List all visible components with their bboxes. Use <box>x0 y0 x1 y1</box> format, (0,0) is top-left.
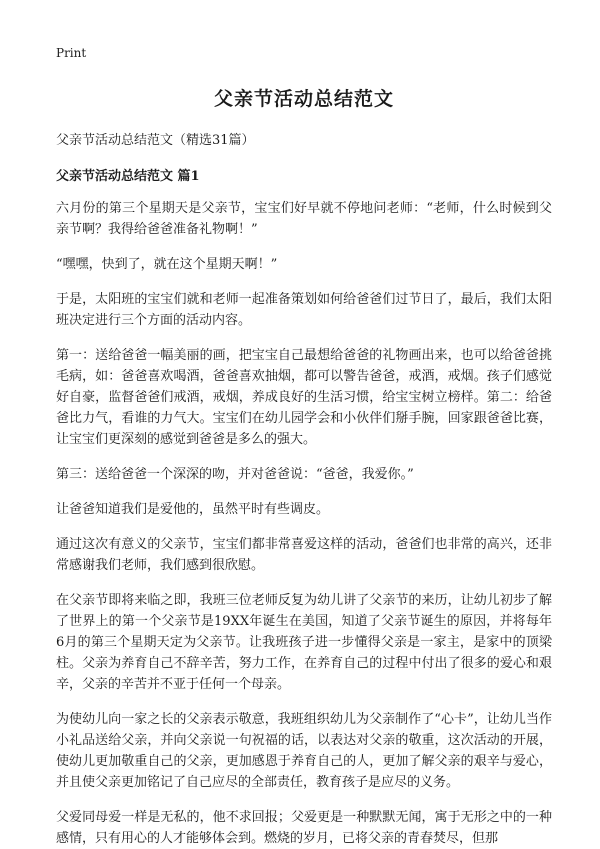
paragraph: “嘿嘿，快到了，就在这个星期天啊！” <box>56 257 278 272</box>
section-heading: 父亲节活动总结范文 篇1 <box>56 169 200 184</box>
paragraph: 在父亲节即将来临之即，我班三位老师反复为幼儿讲了父亲节的来历，让幼儿初步了解了世界上的第一个父亲节是19XX年诞生在美国，知道了父亲节诞生的原因，并将每年6月的第三个星期天定为父亲节。让我班孩子进一步懂得父亲是一家主，是家中的顶梁柱。父亲为养育自己不辞辛苦，努力工作，在养育自己的过程中付出了很多的爱心和艰辛，父亲的辛苦并不亚于任何一个母亲。 <box>56 593 552 692</box>
paragraph: 父爱同母爱一样是无私的，他不求回报；父爱更是一种默默无闻，寓于无形之中的一种感情，只有用心的人才能够体会到。燃烧的岁月，已将父亲的青春焚尽，但那 <box>56 810 552 846</box>
paragraph: 为使幼儿向一家之长的父亲表示敬意，我班组织幼儿为父亲制作了“心卡”，让幼儿当作小礼品送给父亲，并向父亲说一句祝福的话，以表达对父亲的敬重，这次活动的开展，使幼儿更加敬重自己的父亲，更加感恩于养育自己的人，更加了解父亲的艰辛与爱心，并且使父亲更加铭记了自己应尽的全部责任，教育孩子是应尽的义务。 <box>56 712 552 790</box>
paragraph: 让爸爸知道我们是爱他的，虽然平时有些调皮。 <box>56 502 330 517</box>
paragraph: 于是，太阳班的宝宝们就和老师一起准备策划如何给爸爸们过节日了，最后，我们太阳班决定进行三个方面的活动内容。 <box>56 292 552 328</box>
paragraph: 通过这次有意义的父亲节，宝宝们都非常喜爱这样的活动，爸爸们也非常的高兴，还非常感谢我们老师，我们感到很欣慰。 <box>56 537 552 573</box>
paragraph: 第三：送给爸爸一个深深的吻，并对爸爸说：“爸爸，我爱你。” <box>56 467 414 482</box>
print-label[interactable]: Print <box>56 46 87 60</box>
page-title: 父亲节活动总结范文 <box>213 88 394 110</box>
page-subtitle: 父亲节活动总结范文（精选31篇） <box>56 133 255 148</box>
paragraph: 六月份的第三个星期天是父亲节，宝宝们好早就不停地问老师：“老师，什么时候到父亲节啊？我得给爸爸准备礼物啊！” <box>56 201 552 237</box>
paragraph: 第一：送给爸爸一幅美丽的画，把宝宝自己最想给爸爸的礼物画出来，也可以给爸爸挑毛病，如：爸爸喜欢喝酒，爸爸喜欢抽烟，都可以警告爸爸，戒酒，戒烟。孩子们感觉好自豪，监督爸爸们戒酒，戒烟，养成良好的生活习惯，给宝宝树立榜样。第二：给爸爸比力气，看谁的力气大。宝宝们在幼儿园学会和小伙伴们掰手腕，回家跟爸爸比赛，让宝宝们更深刻的感觉到爸爸是多么的强大。 <box>56 348 552 447</box>
